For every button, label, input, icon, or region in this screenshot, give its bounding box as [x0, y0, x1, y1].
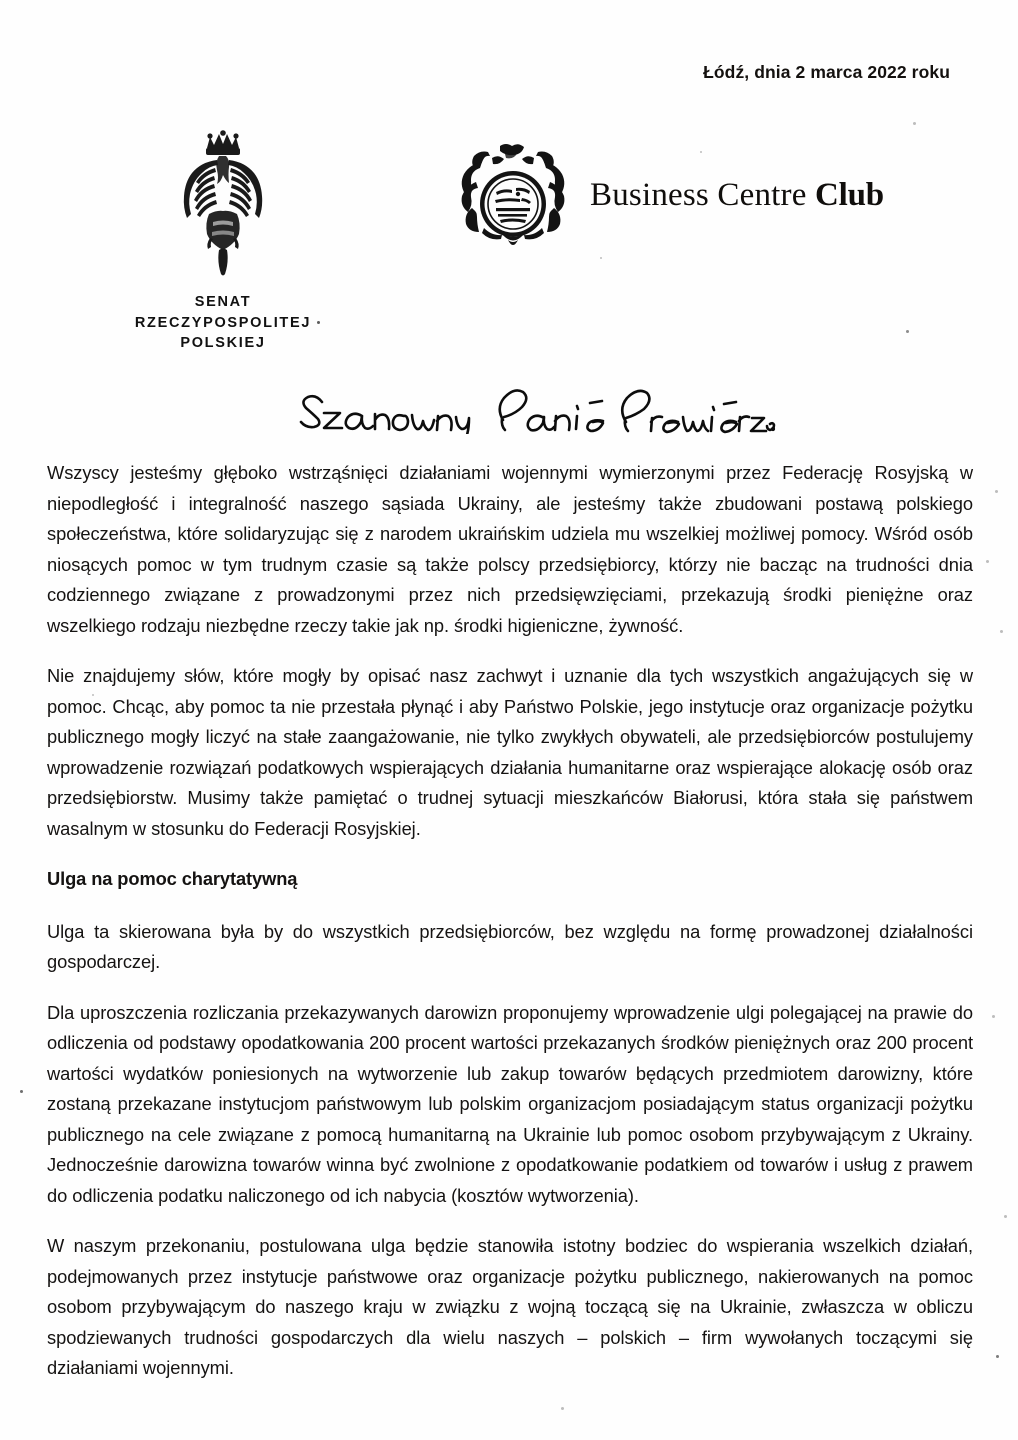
bcc-letterhead — [452, 142, 884, 254]
handwritten-salutation — [296, 372, 776, 434]
date-line: Łódź, dnia 2 marca 2022 roku — [703, 62, 950, 82]
scan-speckle — [20, 1090, 23, 1093]
bcc-wordmark — [590, 177, 884, 220]
scan-speckle — [986, 560, 989, 563]
senate-line-1: SENAT — [194, 294, 252, 310]
scan-speckle — [600, 257, 602, 259]
heraldic-crest-seal-icon — [452, 142, 574, 254]
scan-speckle — [992, 1015, 995, 1018]
senate-letterhead — [118, 126, 328, 354]
body-paragraph: Ulga ta skierowana była by do wszystkich przedsiębiorców, bez względu na formę prowadzonej działalności gospodarczej. — [47, 920, 973, 972]
polish-crowned-eagle-icon — [177, 126, 269, 278]
scan-speckle — [995, 490, 998, 493]
senate-line-2: RZECZYPOSPOLITEJ — [134, 314, 312, 331]
body-paragraph: Dla uproszczenia rozliczania przekazywanych darowizn proponujemy wprowadzenie ulgi polegającej na prawie do odliczenia od podstawy opodatkowania 200 procent wartości przekazanych środków pieniężnych oraz 200 procent wartości wydatków poniesionych na wytworzenie lub zakup towarów będących przedmiotem darowizny, które zostaną przekazane instytucjom państwowym lub polskim organizacjom posiadającym status organizacji pożytku publicznego na cele związane z pomocą humanitarną na Ukrainie lub pomoc osobom przybywającym z Ukrainy. Jednocześnie darowizna towarów winna być zwolnione z opodatkowanie podatkiem od towarów i usług z prawem do odliczenia podatku naliczonego od ich nabycia (kosztów wytworzenia). — [47, 1001, 973, 1206]
body-paragraph: W naszym przekonaniu, postulowana ulga będzie stanowiła istotny bodziec do wspierania wszelkich działań, podejmowanych przez instytucje państwowe oraz organizacje pożytku publicznego, nakierowanych na pomoc osobom przybywającym do naszego kraju w związku z wojną toczącą się na Ukrainie, zwłaszcza w obliczu spodziewanych trudności gospodarczych dla wielu naszych – polskich – firm wywołanych toczącymi się działaniami wojennymi. — [47, 1235, 973, 1378]
bcc-wordmark-bold: Club — [815, 176, 884, 213]
section-heading: Ulga na pomoc charytatywną — [47, 868, 298, 889]
scan-speckle — [996, 1355, 999, 1358]
scan-speckle — [561, 1407, 564, 1410]
scan-speckle — [906, 330, 909, 333]
senate-name — [118, 292, 328, 354]
bcc-wordmark-regular: Business Centre — [590, 176, 816, 213]
scan-speckle — [913, 122, 916, 125]
letter-body — [47, 458, 973, 1384]
scan-speckle — [1004, 1215, 1007, 1218]
senate-line-3: POLSKIEJ — [180, 335, 266, 352]
body-paragraph: Nie znajdujemy słów, które mogły by opisać nasz zachwyt i uznanie dla tych wszystkich angażujących się w pomoc. Chcąc, aby pomoc ta nie przestała płynąć i aby Państwo Polskie, jego instytucje oraz organizacje pożytku publicznego mogły liczyć na stałe zaangażowanie, nie tylko zwykłych obywateli, ale przedsiębiorców postulujemy wprowadzenie rozwiązań podatkowych wspierających działania humanitarne oraz wspierające alokację osób oraz przedsiębiorstw. Musimy także pamiętać o trudnej sytuacji mieszkańców Białorusi, która stała się państwem wasalnym w stosunku do Federacji Rosyjskiej. — [47, 665, 973, 839]
body-paragraph: Wszyscy jesteśmy głęboko wstrząśnięci działaniami wojennymi wymierzonymi przez Federację Rosyjską w niepodległość i integralność naszego sąsiada Ukrainy, ale jesteśmy także zbudowani postawą polskiego społeczeństwa, które solidaryzując się z narodem ukraińskim udziela mu wszelkiej możliwej pomocy. Wśród osób niosących pomoc w tym trudnym czasie są także polscy przedsiębiorcy, którzy nie bacząc na trudności dnia codziennego związane z prowadzonymi przez nich przedsięwzięciami, przekazują środki pieniężne oraz wszelkiego rodzaju niezbędne rzeczy takie jak np. środki higieniczne, żywność. — [47, 462, 973, 636]
scan-speckle — [1000, 630, 1003, 633]
